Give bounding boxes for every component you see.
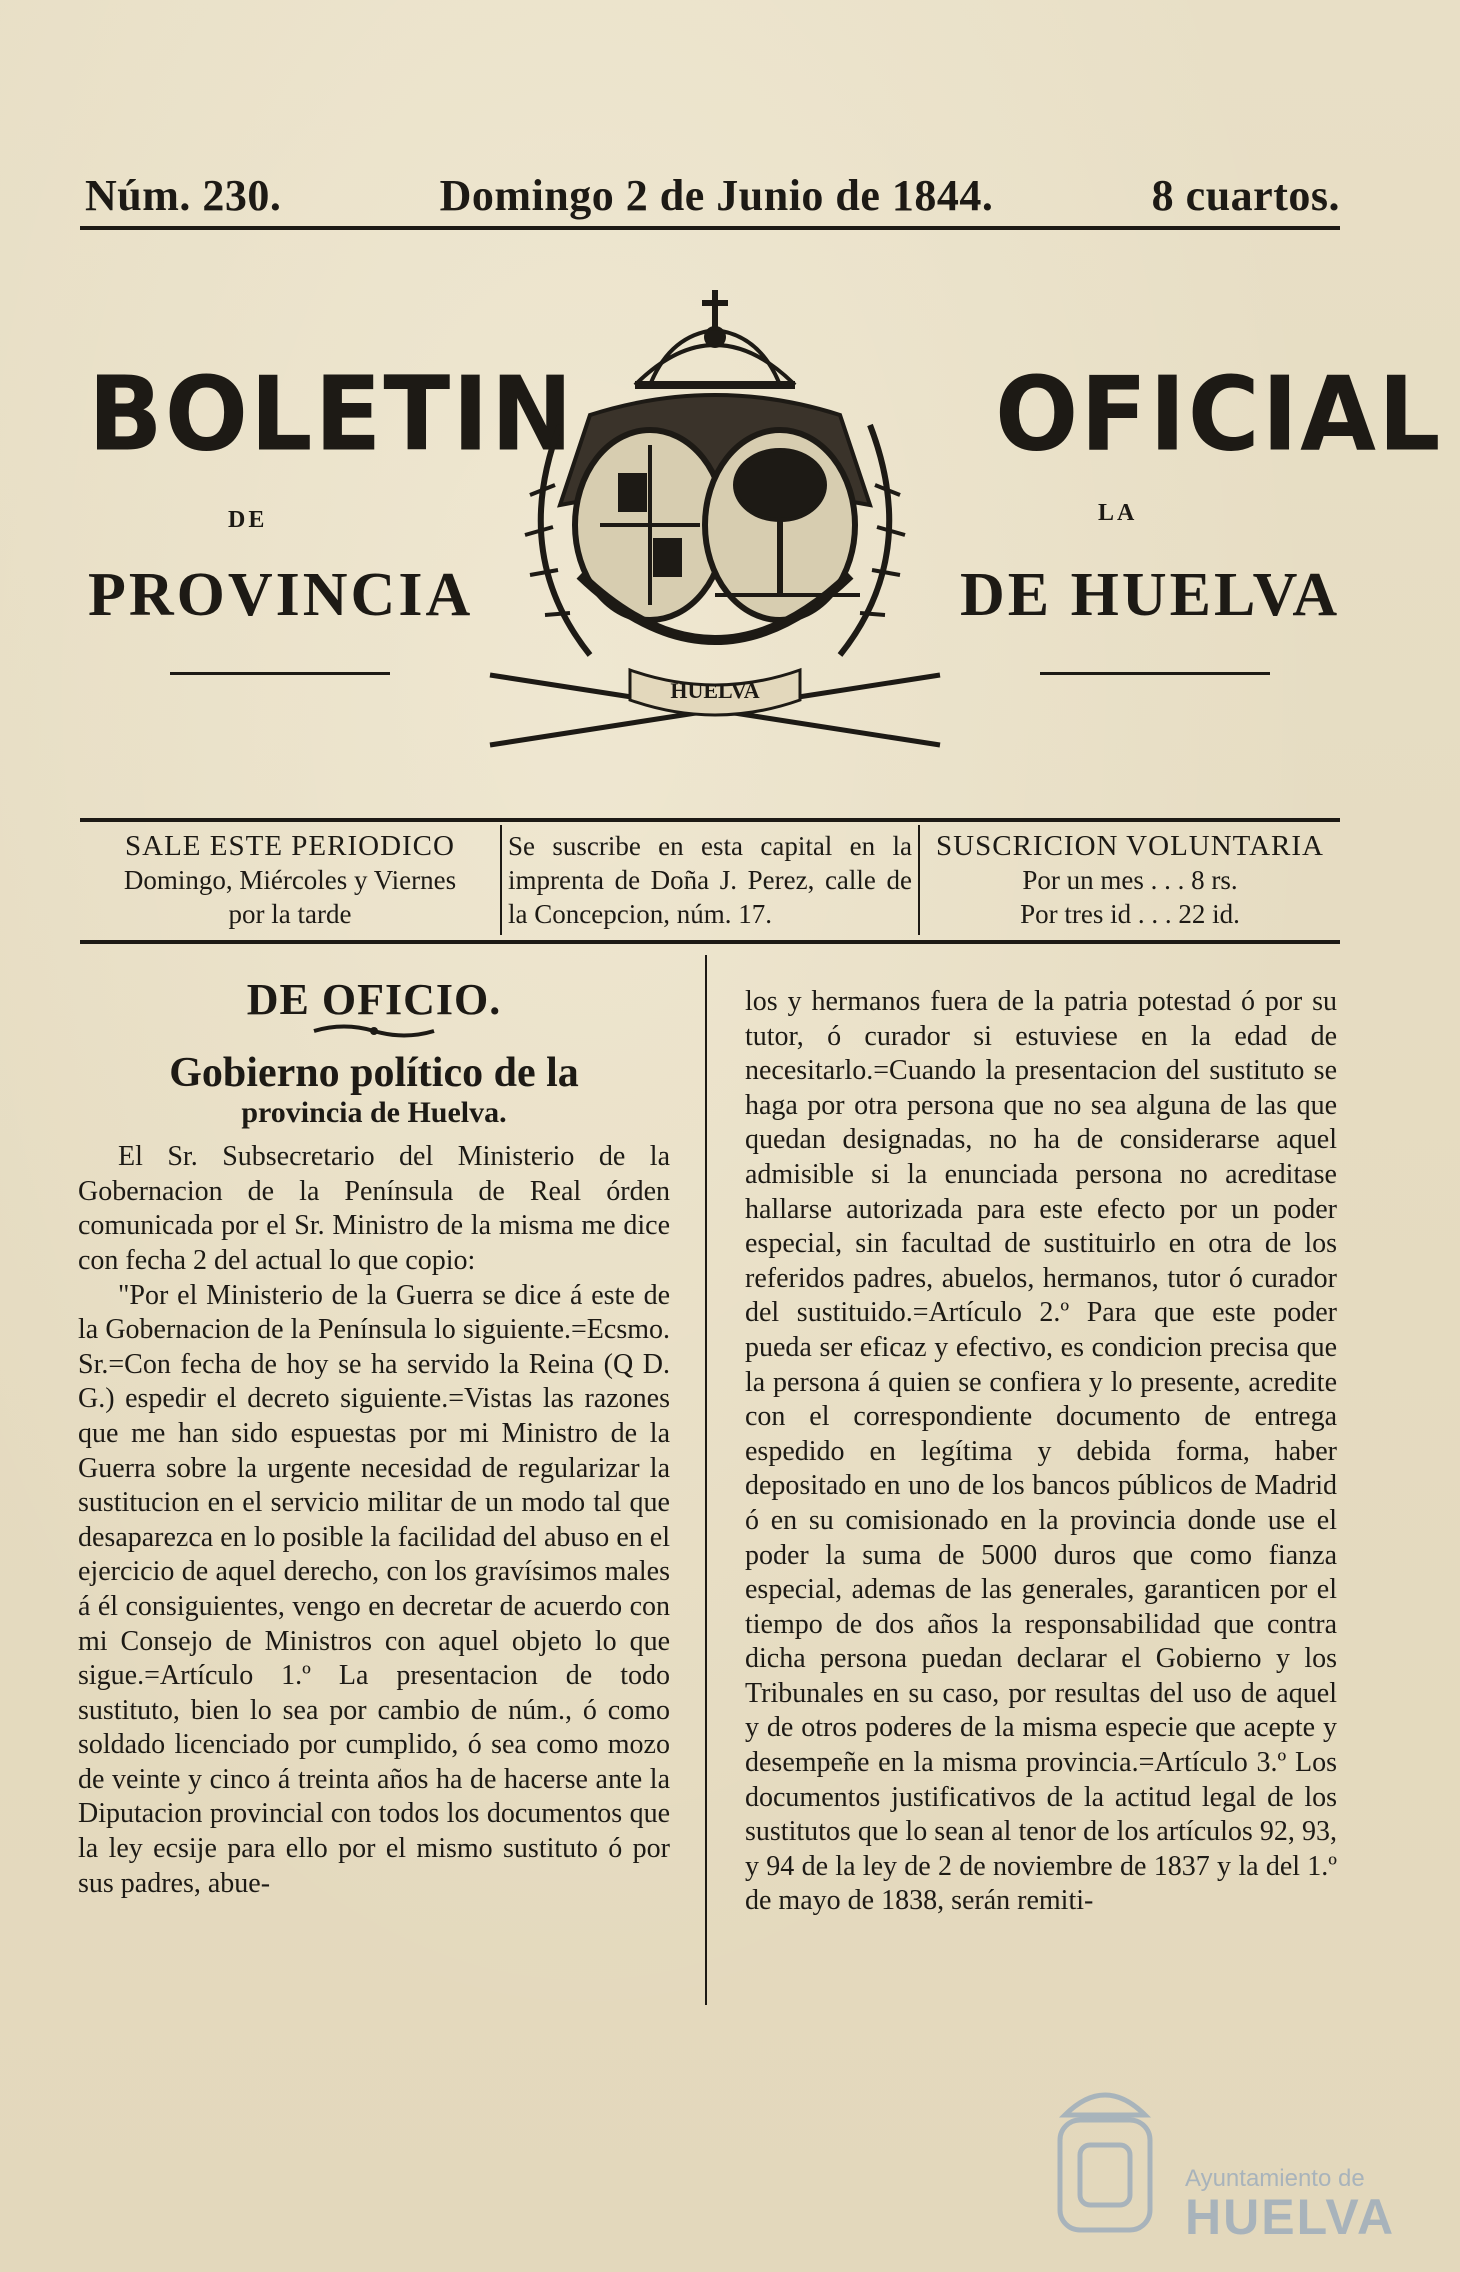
schedule-time: por la tarde xyxy=(228,899,352,929)
article-column-left xyxy=(78,975,670,1901)
subscription-info xyxy=(80,825,1340,935)
column-divider xyxy=(705,955,707,2005)
article-column-right xyxy=(745,985,1337,1919)
government-subtitle: provincia de Huelva. xyxy=(241,1095,507,1129)
government-title: Gobierno político de la xyxy=(169,1049,579,1096)
watermark-line1: Ayuntamiento de xyxy=(1185,2165,1365,2192)
divider-ornament-icon xyxy=(309,1022,439,1040)
section-title: DE OFICIO. xyxy=(246,975,502,1024)
price-month: Por un mes . . . 8 rs. xyxy=(1022,865,1238,895)
subscription-prices xyxy=(920,825,1340,935)
issue-number: Núm. 230. xyxy=(85,171,282,220)
article-paragraph: El Sr. Subsecretario del Ministerio de la Gobernacion de la Península de Real órden comunicada por el Sr. Ministro de la misma me dice con fecha 2 del actual lo que copio: xyxy=(78,1141,670,1276)
masthead-boletin: BOLETIN xyxy=(88,355,575,475)
subscription-location: Se suscribe en esta capital en la imprenta de Doña J. Perez, calle de la Concepcion, núm. 17. xyxy=(500,825,920,935)
prices-title: SUSCRICION VOLUNTARIA xyxy=(936,830,1324,862)
price-three-months: Por tres id . . . 22 id. xyxy=(1020,899,1240,929)
issue-date: Domingo 2 de Junio de 1844. xyxy=(439,171,994,220)
issue-price: 8 cuartos. xyxy=(1151,171,1340,220)
article-paragraph: "Por el Ministerio de la Guerra se dice á este de la Gobernacion de la Península lo siguiente.=Ecsmo. Sr.=Con fecha de hoy se ha servido la Reina (Q D. G.) espedir el decreto siguiente.=Vistas las razones que me han sido espuestas por mi Ministro de la Guerra sobre la urgente necesidad de regularizar la sustitucion en el servicio militar de un modo tal que desaparezca en lo posible la facilidad del abuso en el ejercicio de aquel derecho, con los gravísimos males á él consiguientes, vengo en decretar de acuerdo con mi Consejo de Ministros con aquel objeto lo que sigue.=Artículo 1.º La presentacion de todo sustituto, bien lo sea por cambio de núm., ó como soldado licenciado por cumplido, ó sea como mozo de veinte y cinco á treinta años ha de hacerse ante la Diputacion provincial con todos los documentos que la ley ecsije para ello por el mismo sustituto ó por sus padres, abue- xyxy=(78,1279,670,1899)
schedule-title: SALE ESTE PERIODICO xyxy=(125,830,455,862)
masthead-oficial: OFICIAL xyxy=(995,355,1443,475)
masthead-rule-left xyxy=(170,672,390,675)
header-rule xyxy=(80,226,1340,230)
ribbon-label: HUELVA xyxy=(670,678,760,703)
masthead-dehuelva: DE HUELVA xyxy=(960,561,1341,629)
info-bottom-rule xyxy=(80,940,1340,944)
watermark-line2: HUELVA xyxy=(1185,2189,1396,2245)
masthead-la: LA xyxy=(1098,500,1138,526)
masthead-de: DE xyxy=(228,507,268,533)
watermark-crest-icon xyxy=(1045,2070,1165,2245)
info-top-rule xyxy=(80,818,1340,822)
masthead-rule-right xyxy=(1040,672,1270,675)
issue-header xyxy=(85,170,1340,221)
article-paragraph: los y hermanos fuera de la patria potestad ó por su tutor, ó curador si estuviese en la edad de necesitarlo.=Cuando la presentacion del sustituto se haga por otra persona que no sea alguna de las que quedan designadas, no ha de considerarse aquel admisible si la enunciada persona no acreditase hallarse autorizada para este efecto por un poder especial, sin facultad de sustituirlo en otra de los referidos padres, abuelos, hermanos, tutor ó curador del sustituido.=Artículo 2.º Para que este poder pueda ser eficaz y efectivo, es condicion precisa que la persona á quien se confiera y lo presente, acredite con el correspondiente documento de entrega espedido en legítima y debida forma, haber depositado en uno de los bancos públicos de Madrid ó en su comisionado en la provincia donde use el poder la suma de 5000 duros que como fianza especial, ademas de las generales, garanticen por el tiempo de dos años la responsabilidad que contra dicha persona puedan declarar el Gobierno y los Tribunales en su caso, por resultas del uso de aquel y de otros poderes de la misma especie que acepte y desempeñe en la misma provincia.=Artículo 3.º Los documentos justificativos de la actitud legal de los sustitutos que lo sean al tenor de los artículos 92, 93, y 94 de la ley de 2 de noviembre de 1837 y la del 1.º de mayo de 1838, serán remiti- xyxy=(745,986,1337,1917)
coat-of-arms-icon xyxy=(470,275,960,795)
archive-watermark xyxy=(1045,2070,1405,2250)
masthead-provincia: PROVINCIA xyxy=(88,561,474,629)
publication-schedule xyxy=(80,825,500,935)
schedule-days: Domingo, Miércoles y Viernes xyxy=(123,865,457,895)
